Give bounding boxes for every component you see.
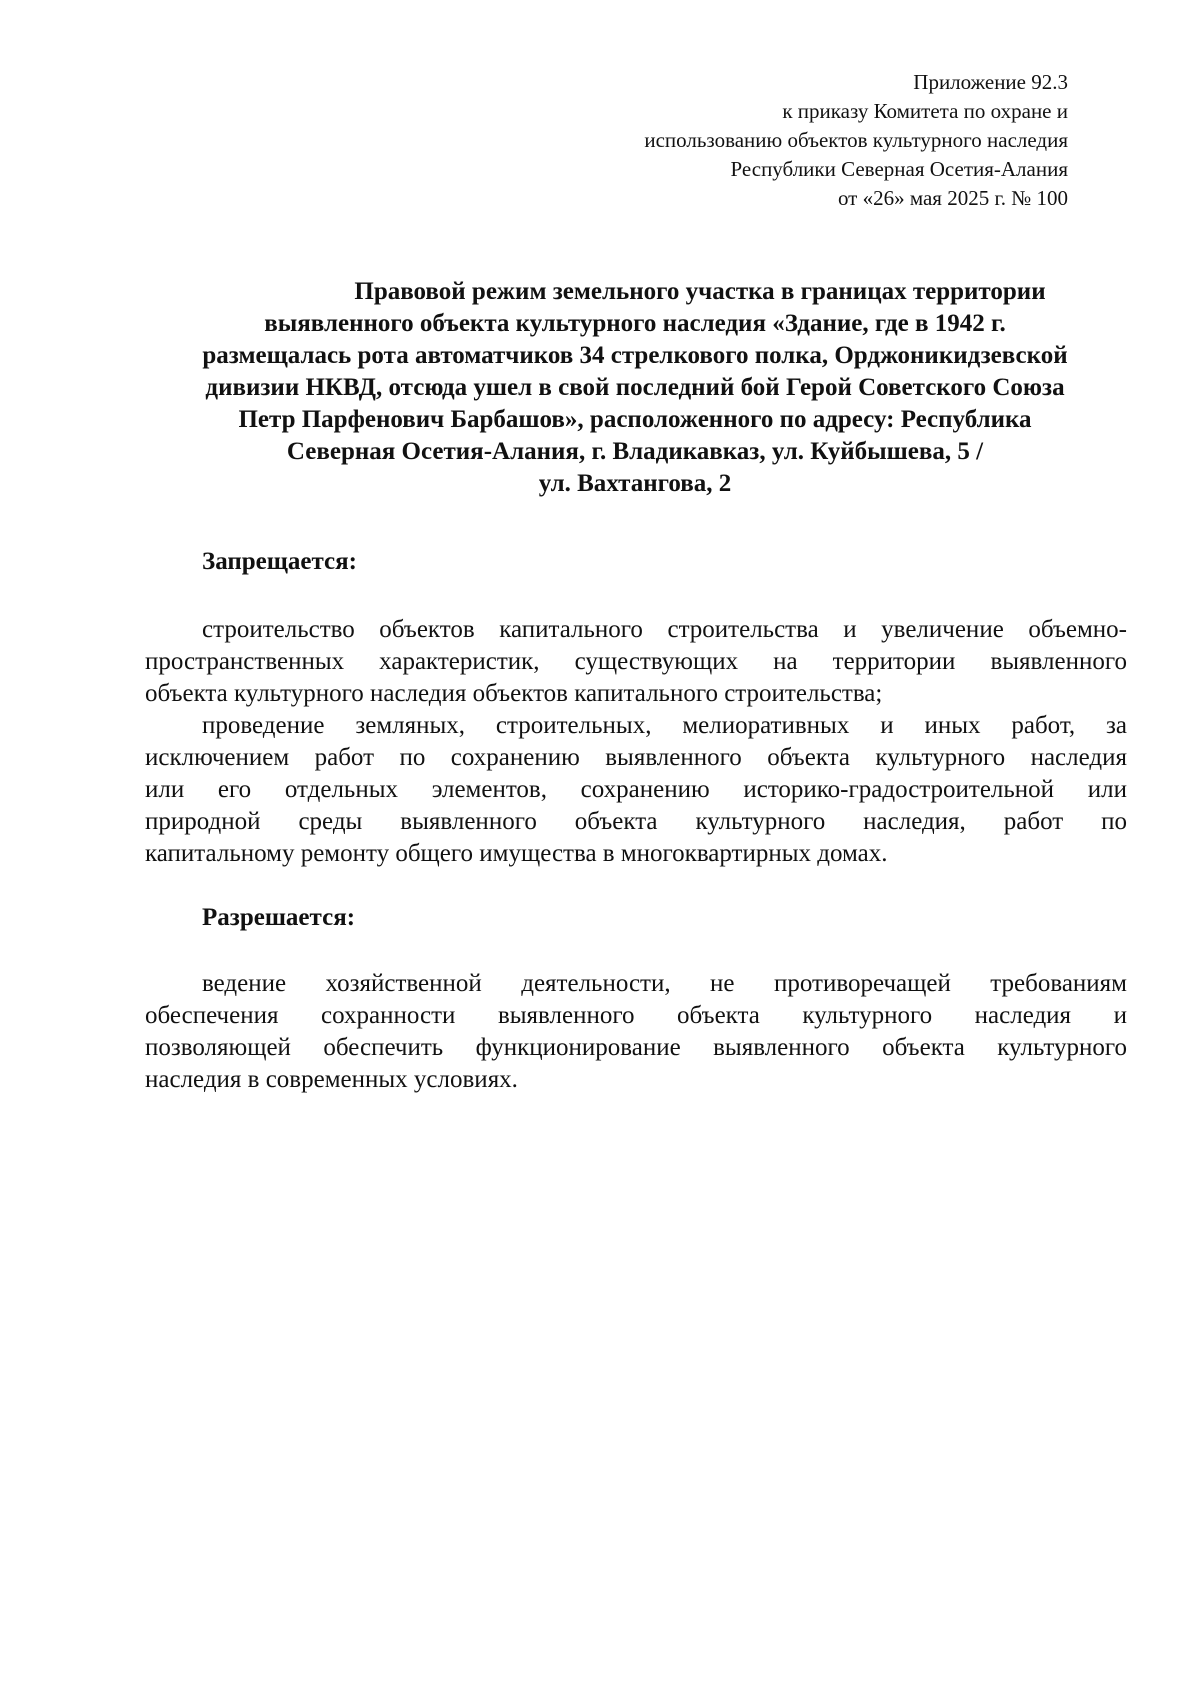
document-title [145,276,1125,500]
title-line: Петр Парфенович Барбашов», расположенного по адресу: Республика [238,406,1032,433]
title-line: Правовой режим земельного участка в границах территории [354,278,1046,305]
text-line: пространственных характеристик, существующих на территории выявленного [145,648,1127,675]
appendix-line: использованию объектов культурного наследия [644,128,1068,152]
permitted-heading: Разрешается: [202,904,356,931]
appendix-line: Республики Северная Осетия-Алания [730,157,1068,181]
appendix-line: к приказу Комитета по охране и [782,99,1068,123]
text-line: исключением работ по сохранению выявленного объекта культурного наследия [145,744,1127,771]
text-line: позволяющей обеспечить функционирование выявленного объекта культурного [145,1034,1127,1061]
prohibited-paragraph-2 [145,710,1127,870]
prohibited-paragraph-1 [145,614,1127,710]
title-line: дивизии НКВД, отсюда ушел в свой последний бой Герой Советского Союза [205,374,1065,401]
text-line: наследия в современных условиях. [145,1066,518,1093]
title-line: Северная Осетия-Алания, г. Владикавказ, ул. Куйбышева, 5 / [286,438,984,465]
title-line: размещалась рота автоматчиков 34 стрелкового полка, Орджоникидзевской [202,342,1068,369]
text-line: капитальному ремонту общего имущества в многоквартирных домах. [145,840,888,867]
permitted-paragraph-1 [145,968,1127,1096]
text-line: обеспечения сохранности выявленного объекта культурного наследия и [145,1002,1127,1029]
text-line: строительство объектов капитального строительства и увеличение объемно- [202,616,1127,643]
appendix-line: Приложение 92.3 [913,70,1068,94]
text-line: ведение хозяйственной деятельности, не противоречащей требованиям [202,970,1127,997]
text-line: проведение земляных, строительных, мелиоративных и иных работ, за [202,712,1127,739]
text-line: объекта культурного наследия объектов капитального строительства; [145,680,883,707]
appendix-line: от «26» мая 2025 г. № 100 [837,186,1068,210]
prohibited-heading: Запрещается: [202,548,358,575]
text-line: природной среды выявленного объекта культурного наследия, работ по [145,808,1127,835]
title-line: выявленного объекта культурного наследия «Здание, где в 1942 г. [264,310,1006,337]
appendix-reference [508,68,1068,213]
text-line: или его отдельных элементов, сохранению историко-градостроительной или [145,776,1127,803]
title-line: ул. Вахтангова, 2 [538,470,732,497]
